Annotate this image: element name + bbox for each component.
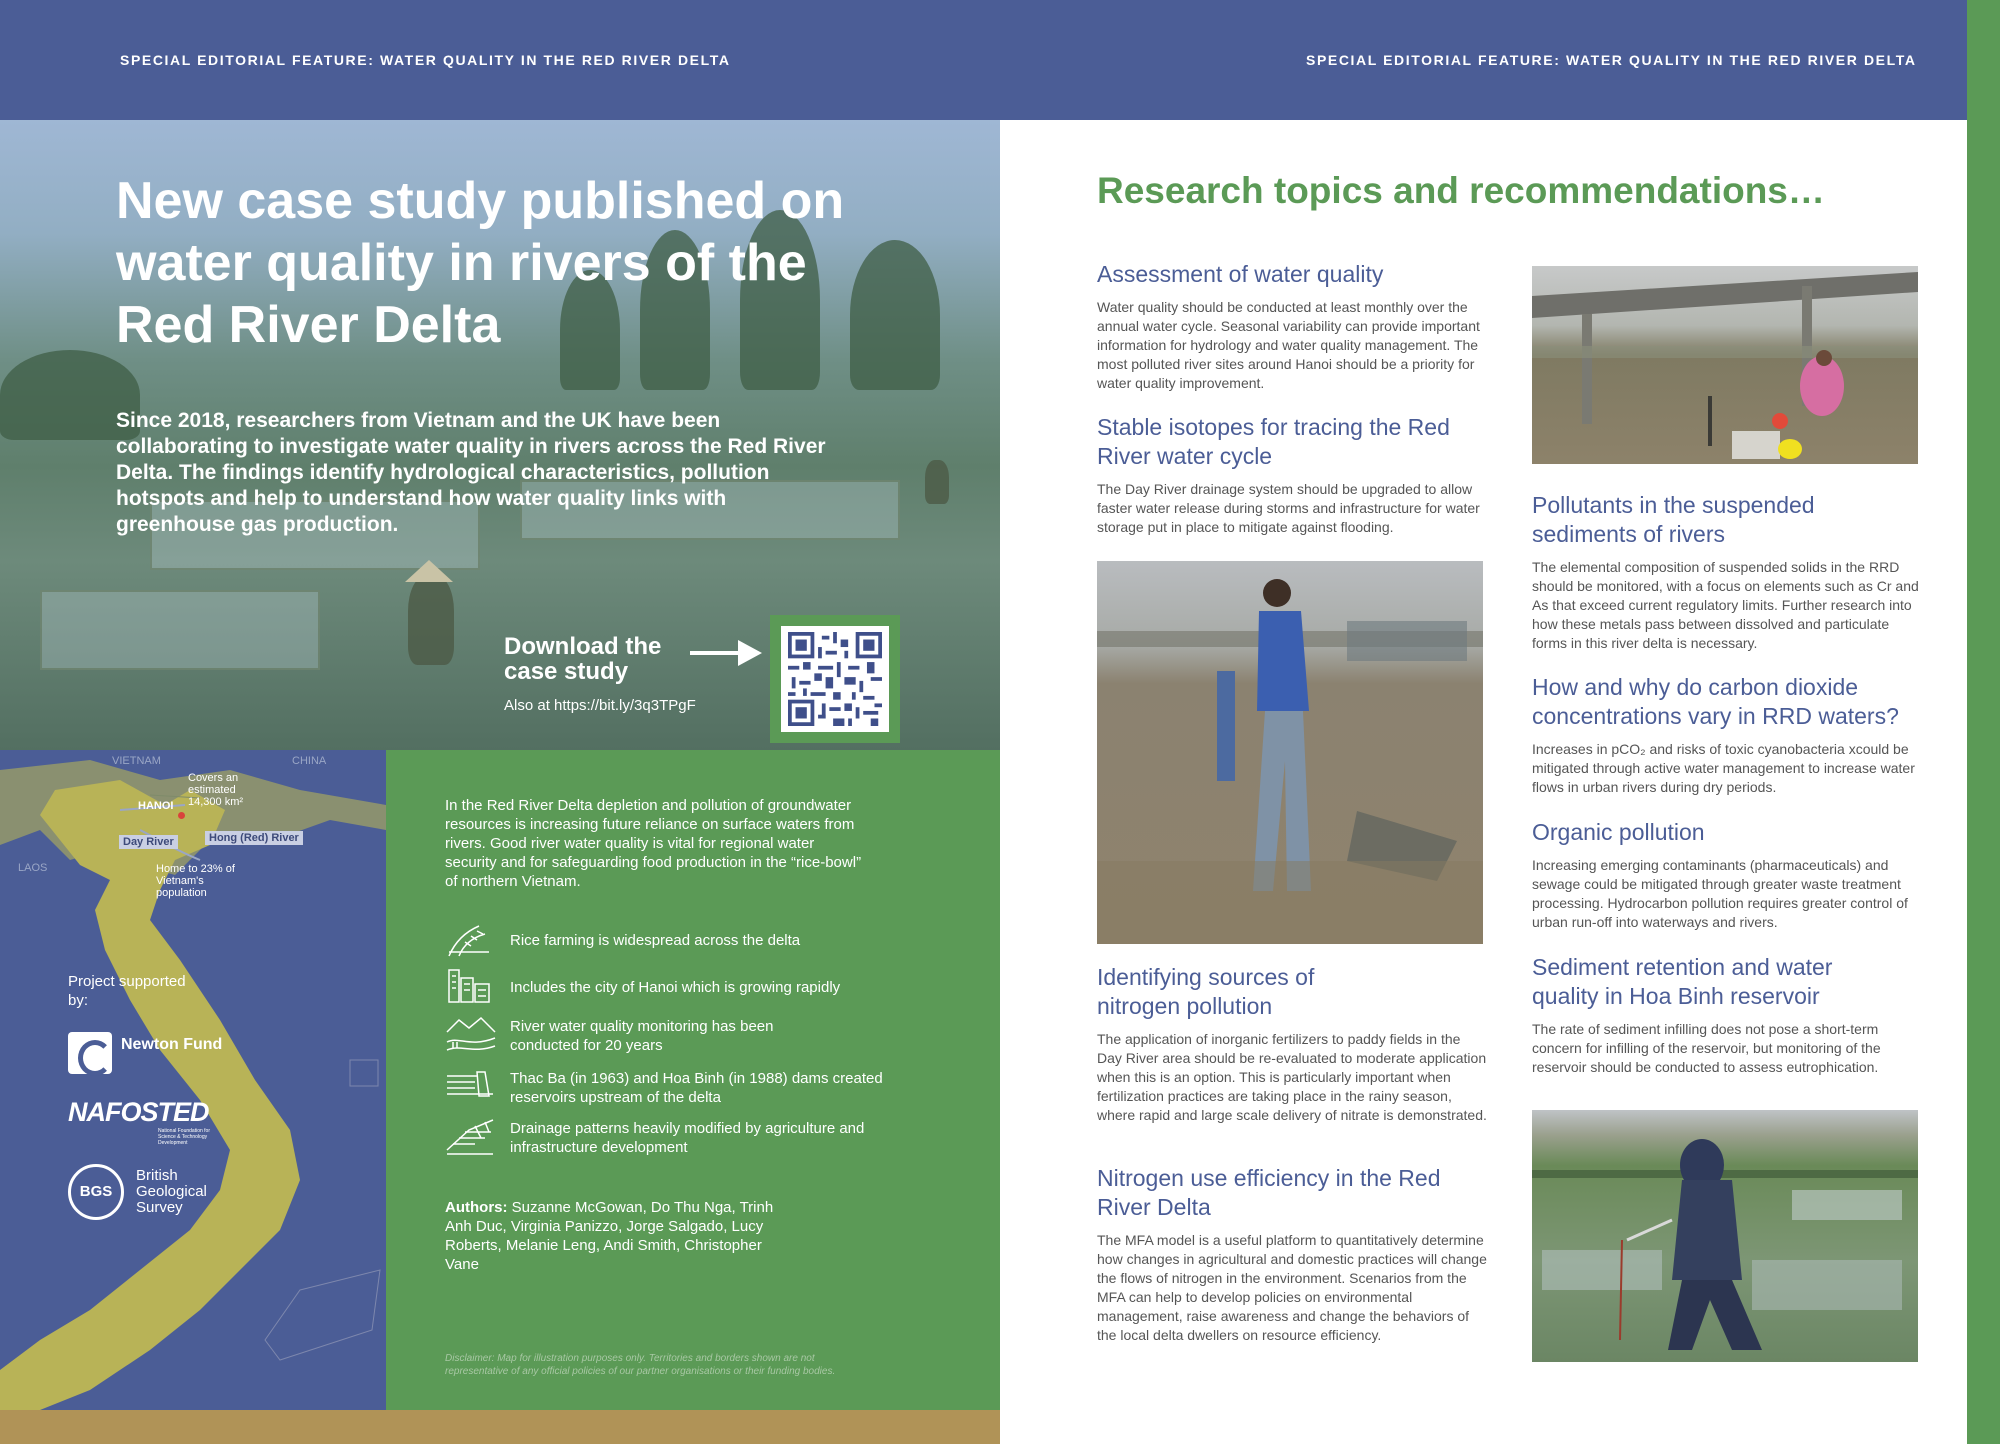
nafosted-logo-subtitle: National Foundation for Science & Technology Development bbox=[158, 1128, 210, 1146]
map-label-vietnam: VIETNAM bbox=[112, 755, 161, 767]
topic-body: The application of inorganic fertilizers to paddy fields in the Day River area should be re-evaluated to moderate application when this is an option. This is particularly important when fertilization practices are taking place in the rainy season, where rapid and large scale delivery of nitrate is demonstrated. bbox=[1097, 1031, 1487, 1123]
authors-list: Suzanne McGowan, Do Thu Nga, Trinh Anh Duc, Virginia Panizzo, Jorge Salgado, Lucy Roberts, Melanie Leng, Andi Smith, Christopher Vane bbox=[445, 1199, 774, 1273]
feature-item bbox=[445, 1014, 905, 1054]
topic-section bbox=[1532, 953, 1922, 1077]
river-monitoring-icon bbox=[445, 1014, 497, 1054]
tree-shape bbox=[850, 240, 940, 390]
map-area-note: Covers an estimated 14,300 km² bbox=[188, 772, 244, 808]
map-label-china: CHINA bbox=[292, 755, 327, 767]
hanoi-marker-icon bbox=[178, 812, 185, 819]
farmer-figure bbox=[925, 460, 949, 504]
topic-section bbox=[1097, 1164, 1487, 1345]
authors-label: Authors: bbox=[445, 1199, 508, 1216]
sponsors-heading: Project supported by: bbox=[68, 973, 186, 1009]
nafosted-logo: NAFOSTED bbox=[68, 1097, 209, 1127]
newton-fund-logo-text: Newton Fund bbox=[121, 1036, 223, 1053]
topic-body: Increases in pCO₂ and risks of toxic cyanobacteria xcould be mitigated through active water management to increase water flows in urban rivers during dry periods. bbox=[1532, 741, 1915, 795]
banner-label-left: SPECIAL EDITORIAL FEATURE: WATER QUALITY IN THE RED RIVER DELTA bbox=[120, 52, 731, 68]
qr-code-icon bbox=[787, 632, 883, 726]
feature-item bbox=[445, 922, 905, 962]
download-url[interactable]: Also at https://bit.ly/3q3TPgF bbox=[504, 697, 696, 714]
researcher-photo-illustration bbox=[1097, 561, 1483, 944]
topic-heading: Stable isotopes for tracing the Red River water cycle bbox=[1097, 414, 1450, 469]
topic-body: Increasing emerging contaminants (pharmaceuticals) and sewage could be mitigated through greater waste treatment processing. Hydrocarbon pollution requires greater control of urban run-off into waterways and rivers. bbox=[1532, 857, 1908, 930]
topic-body: Water quality should be conducted at least monthly over the annual water cycle. Seasonal variability can provide important information for hydrology and water quality management. The most polluted river sites around Hanoi should be a priority for water quality improvement. bbox=[1097, 299, 1480, 391]
bgs-logo-icon: BGS bbox=[68, 1164, 124, 1220]
map-label-laos: LAOS bbox=[18, 862, 48, 874]
feature-text: Drainage patterns heavily modified by agriculture and infrastructure development bbox=[510, 1120, 865, 1156]
topic-heading: Sediment retention and water quality in Hoa Binh reservoir bbox=[1532, 954, 1833, 1009]
topic-section bbox=[1097, 413, 1487, 537]
topic-body: The elemental composition of suspended solids in the RRD should be monitored, with a focus on elements such as Cr and As that exceed current regulatory limits. Further research into how these metals pass between dissolved and particulate forms in this river delta is necessary. bbox=[1532, 559, 1919, 651]
farmer-figure bbox=[408, 575, 454, 665]
drainage-icon bbox=[445, 1116, 497, 1156]
feature-text: Includes the city of Hanoi which is growing rapidly bbox=[510, 979, 841, 996]
farmer-hat bbox=[405, 560, 453, 582]
paddy-field bbox=[40, 590, 320, 670]
city-icon bbox=[445, 966, 493, 1004]
top-banner bbox=[0, 0, 1967, 120]
topic-section bbox=[1097, 963, 1487, 1125]
vietnam-map bbox=[0, 750, 386, 1410]
section-title: Research topics and recommendations… bbox=[1097, 170, 1825, 211]
dam-icon bbox=[445, 1066, 497, 1100]
map-label-hanoi: HANOI bbox=[138, 800, 174, 812]
topic-heading: Organic pollution bbox=[1532, 819, 1705, 845]
feature-item bbox=[445, 966, 905, 1006]
topic-heading: Nitrogen use efficiency in the Red River Delta bbox=[1097, 1165, 1441, 1220]
photo-researcher-river bbox=[1097, 561, 1483, 944]
feature-item bbox=[445, 1116, 905, 1156]
feature-text: Thac Ba (in 1963) and Hoa Binh (in 1988) dams created reservoirs upstream of the delta bbox=[510, 1070, 883, 1106]
rice-icon bbox=[445, 922, 493, 958]
feature-text: Rice farming is widespread across the delta bbox=[510, 932, 801, 949]
newton-fund-logo-icon bbox=[68, 1032, 112, 1074]
topic-heading: Assessment of water quality bbox=[1097, 261, 1384, 287]
topic-body: The Day River drainage system should be upgraded to allow faster water release during storms and infrastructure for water storage put in place to mitigate against flooding. bbox=[1097, 481, 1480, 535]
map-population-note: Home to 23% of Vietnam's population bbox=[156, 863, 235, 899]
topic-body: The rate of sediment infilling does not pose a short-term concern for infilling of the reservoir, but monitoring of the reservoir should be conducted to assess eutrophication. bbox=[1532, 1021, 1881, 1075]
qr-code[interactable] bbox=[770, 615, 900, 743]
info-intro: In the Red River Delta depletion and pollution of groundwater resources is increasing future reliance on surface waters from rivers. Good river water quality is vital for regional water security and for safeguarding food production in the “rice-bowl” of northern Vietnam. bbox=[445, 797, 862, 890]
arrow-right-icon bbox=[690, 638, 762, 668]
topic-section bbox=[1532, 818, 1922, 932]
topic-section bbox=[1532, 673, 1922, 797]
download-heading[interactable]: Download the case study bbox=[504, 633, 662, 685]
map-disclaimer: Disclaimer: Map for illustration purposes only. Territories and borders shown are not representative of any official policies of our partner organisations or their funding bodies. bbox=[445, 1353, 836, 1377]
page-edge-strip bbox=[1967, 0, 2000, 1444]
map-illustration bbox=[0, 750, 386, 1410]
feature-text: River water quality monitoring has been conducted for 20 years bbox=[510, 1018, 774, 1054]
bridge-photo-illustration bbox=[1532, 266, 1918, 464]
topic-heading: Pollutants in the suspended sediments of rivers bbox=[1532, 492, 1815, 547]
bottom-bar bbox=[0, 1410, 1000, 1444]
map-tag-hong-river: Hong (Red) River bbox=[205, 831, 303, 845]
page-title: New case study published on water quality in rivers of the Red River Delta bbox=[116, 172, 845, 354]
topic-section bbox=[1097, 260, 1487, 393]
photo-bridge-sampling bbox=[1532, 266, 1918, 464]
banner-label-right: SPECIAL EDITORIAL FEATURE: WATER QUALITY IN THE RED RIVER DELTA bbox=[1306, 52, 1917, 68]
photo-paddy-sampling bbox=[1532, 1110, 1918, 1362]
topic-heading: Identifying sources of nitrogen pollution bbox=[1097, 964, 1315, 1019]
feature-item bbox=[445, 1066, 905, 1106]
topic-section bbox=[1532, 491, 1922, 653]
paddy-photo-illustration bbox=[1532, 1110, 1918, 1362]
map-tag-day-river: Day River bbox=[119, 835, 178, 849]
topic-heading: How and why do carbon dioxide concentrations vary in RRD waters? bbox=[1532, 674, 1899, 729]
topic-body: The MFA model is a useful platform to quantitatively determine how changes in agricultural and domestic practices will change the flows of nitrogen in the environment. Scenarios from the MFA can help to develop policies on environmental management, raise awareness and change the behaviors of the local delta dwellers on resource efficiency. bbox=[1097, 1232, 1487, 1343]
bgs-logo-text: British Geological Survey bbox=[136, 1167, 207, 1216]
authors-block bbox=[445, 1198, 775, 1274]
hero-intro: Since 2018, researchers from Vietnam and the UK have been collaborating to investigate water quality in rivers across the Red River Delta. The findings identify hydrological characteristics, pollution hotspots and help to understand how water quality links with greenhouse gas production. bbox=[116, 409, 826, 536]
